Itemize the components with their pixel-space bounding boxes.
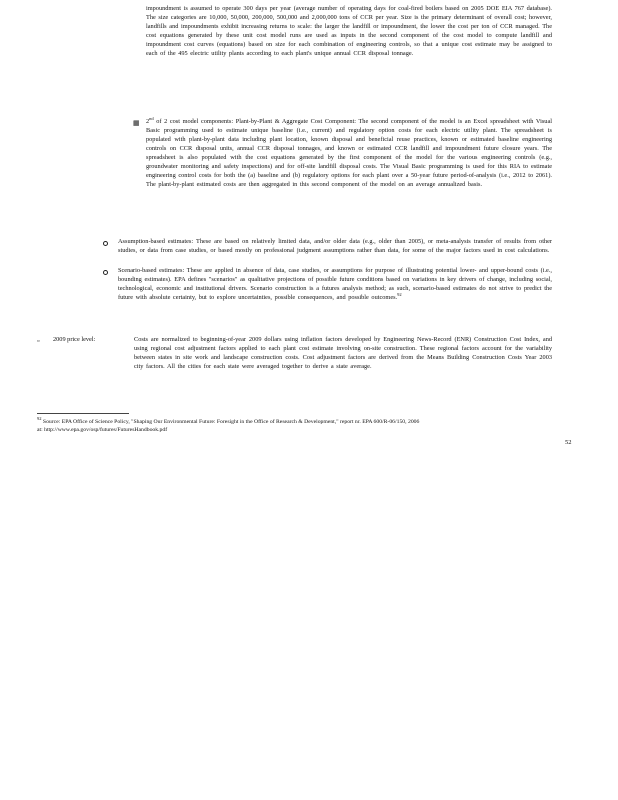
price-level-label: 2009 price level: — [53, 336, 96, 343]
assumption-paragraph: Assumption-based estimates: These are based on relatively limited data, and/or older data (e.g., older than 2005), or meta-analysis transfer of results from other studies, or data from case studies, or based mostly on professional judgment assumptions rather than data, for some of the major factors used in cost calculations. — [118, 238, 552, 254]
page-number: 52 — [565, 439, 572, 446]
circle-bullet-icon — [103, 241, 108, 246]
component2-ordinal-suffix: nd — [149, 115, 154, 121]
scenario-text: Scenario-based estimates: These are applied in absence of data, case studies, or assumptions for purpose of illustrating potential lower- and upper-bound costs (i.e., bounding estimates). EPA defines "scenarios" as qualitative projections of possible future conditions based on variations in key drivers of change, including social, technological, economic and institutional drivers. Scenario construction is a futures analysis method; as such, scenario-based estimates do not strive to predict the future with absolute certainty, but to explore uncertainties, possible consequences, and possible outcomes. — [118, 267, 552, 301]
component2-ordinal: 2 — [146, 118, 150, 125]
square-bullet-icon: ▫ — [37, 337, 40, 345]
footnote-reference: 92 — [397, 291, 402, 297]
intro-paragraph: impoundment is assumed to operate 300 days per year (average number of operating days for coal-fired boilers based on 2005 DOE EIA 767 database). The size categories are 10,000, 50,000, 200,000, 500,000 and 2,000,000 tons of CCR per year. Size is the primary determinant of overall cost; however, landfills and impoundments exhibit increasing returns to scale: the larger the landfill or impoundment, the lower the cost per ton of CCR managed. The cost equations generated by these unit cost model runs are used as inputs in the second component of the cost model to compute landfill and impoundment cost curves (equations) based on size for each combination of engineering controls, so that a unique cost estimate may be assigned to each of the 495 electric utility plants according to each plant's unique annual CCR disposal tonnage. — [146, 5, 552, 57]
footnote — [37, 418, 567, 434]
price-level-paragraph: Costs are normalized to beginning-of-year 2009 dollars using inflation factors developed by Engineering News-Record (ENR) Construction Cost Index, and using regional cost adjustment factors applied to each plant cost estimate involving on-site construction. These regional factors account for the variability between states in site work and landscape construction costs. Cost adjustment factors are derived from the Means Building Construction Costs Year 2003 city factors. All the cities for each state were averaged together to derive a state average. — [134, 336, 552, 370]
footnote-number: 92 — [37, 416, 42, 422]
footnote-source-text: Source: EPA Office of Science Policy, "Shaping Our Environmental Future: Foresight in the Office of Research & Development," report nr. EPA 600/R-06/150, 2006 — [42, 419, 420, 425]
component2-paragraph — [146, 115, 552, 190]
circle-bullet-icon — [103, 270, 108, 275]
square-bullet-icon: ▦ — [133, 119, 140, 127]
footnote-divider — [37, 413, 129, 414]
footnote-url: at: http://www.epa.gov/osp/futures/FuturesHandbook.pdf — [37, 427, 168, 433]
scenario-paragraph — [118, 267, 552, 303]
component2-text: of 2 cost model components: Plant-by-Plant & Aggregate Cost Component: The second component of the model is an Excel spreadsheet with Visual Basic programming used to estimate unique baseline (i.e., current) and regulatory option costs for each electric utility plant. The spreadsheet is populated with plant-by-plant data including plant location, known disposal and beneficial reuse practices, known or estimated baseline engineering controls on CCR disposal units, annual CCR disposal tonnages, and known or estimated CCR landfill and impoundment future closure years. The spreadsheet is also populated with the cost equations generated by the first component of the model for the various engineering controls (e.g., groundwater monitoring and safety inspections) and for off-site landfill disposal costs. The Visual Basic programming is used for this RIA to estimate engineering control costs for both the (a) baseline and (b) regulatory options for each plant over a 50-year future period-of-analysis (i.e., 2012 to 2061). The plant-by-plant estimated costs are then aggregated in this second component of the model on an average annualized basis. — [146, 118, 552, 188]
